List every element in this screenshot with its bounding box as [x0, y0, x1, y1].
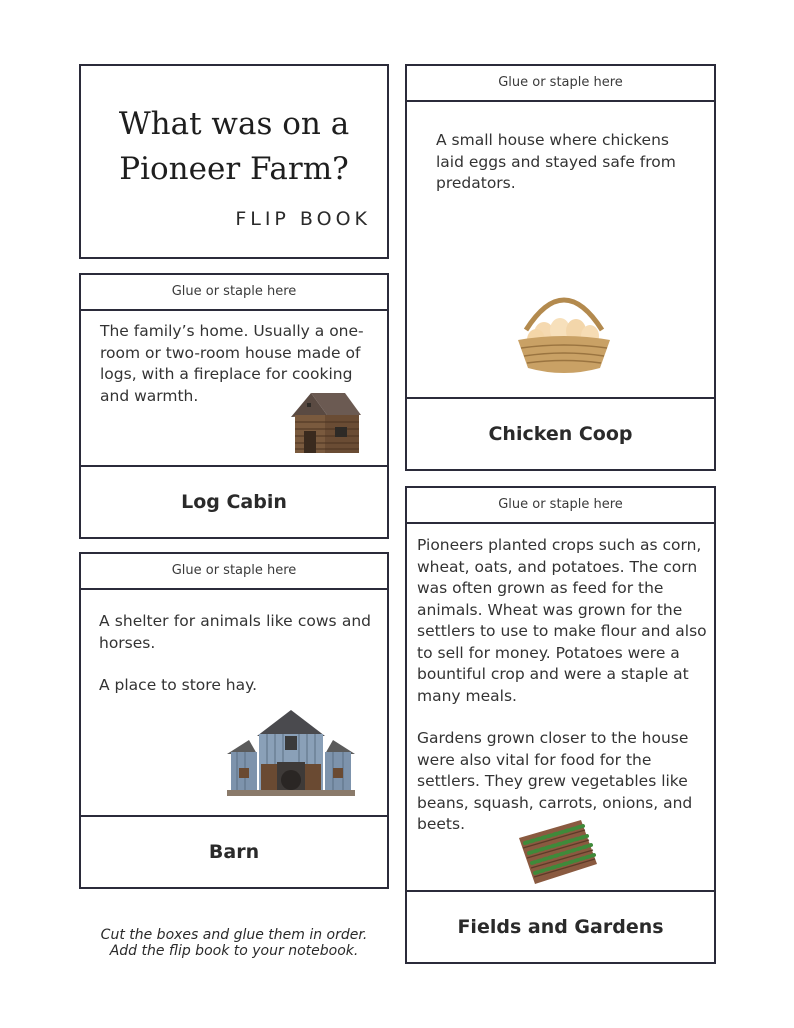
- log-cabin-card: [79, 273, 389, 539]
- title-line-1: What was on a: [118, 106, 350, 142]
- chicken-coop-label: Chicken Coop: [488, 423, 633, 445]
- log-cabin-image: [287, 391, 363, 455]
- page-title: [81, 102, 387, 192]
- fields-label: Fields and Gardens: [457, 916, 664, 938]
- egg-basket-image: [516, 288, 612, 378]
- fields-description-2: Gardens grown closer to the house were also vital for food for the settlers. They grew vegetables like beans, squash, carrots, onions, and beets.: [417, 729, 693, 833]
- barn-label: Barn: [208, 841, 260, 863]
- fields-description-1: Pioneers planted crops such as corn, wheat, oats, and potatoes. The corn was often grown as feed for the animals. Wheat was grown for the settlers to use to make flour and also to sell for money. Potatoes were a bountiful crop and were a staple at many meals.: [417, 536, 707, 705]
- barn-label-area: [81, 815, 387, 887]
- barn-image: [227, 710, 355, 796]
- barn-description: [99, 611, 371, 697]
- chicken-coop-label-area: [407, 397, 714, 469]
- glue-strip: Glue or staple here: [81, 554, 387, 590]
- barn-description-1: A shelter for animals like cows and horses.: [99, 612, 371, 652]
- log-cabin-description: The family’s home. Usually a one-room or two-room house made of logs, with a fireplace for cooking and warmth.: [100, 322, 364, 405]
- fields-gardens-card: [405, 486, 716, 964]
- barn-description-2: A place to store hay.: [99, 676, 257, 694]
- garden-rows-image: [517, 818, 599, 886]
- log-cabin-label-area: [81, 465, 387, 537]
- fields-description: [417, 535, 711, 836]
- fields-label-area: [407, 890, 714, 962]
- chicken-coop-card: [405, 64, 716, 471]
- glue-strip: Glue or staple here: [407, 66, 714, 102]
- title-line-2: Pioneer Farm?: [119, 151, 349, 187]
- chicken-coop-description: A small house where chickens laid eggs and stayed safe from predators.: [436, 131, 676, 192]
- glue-strip: Glue or staple here: [407, 488, 714, 524]
- glue-strip: Glue or staple here: [81, 275, 387, 311]
- title-card: [79, 64, 389, 259]
- flip-book-subtitle: FLIP BOOK: [235, 208, 371, 230]
- instructions-line-1: Cut the boxes and glue them in order.: [100, 927, 368, 943]
- instructions: [79, 927, 389, 959]
- log-cabin-label: Log Cabin: [181, 491, 287, 513]
- instructions-line-2: Add the flip book to your notebook.: [109, 943, 359, 959]
- barn-card: [79, 552, 389, 889]
